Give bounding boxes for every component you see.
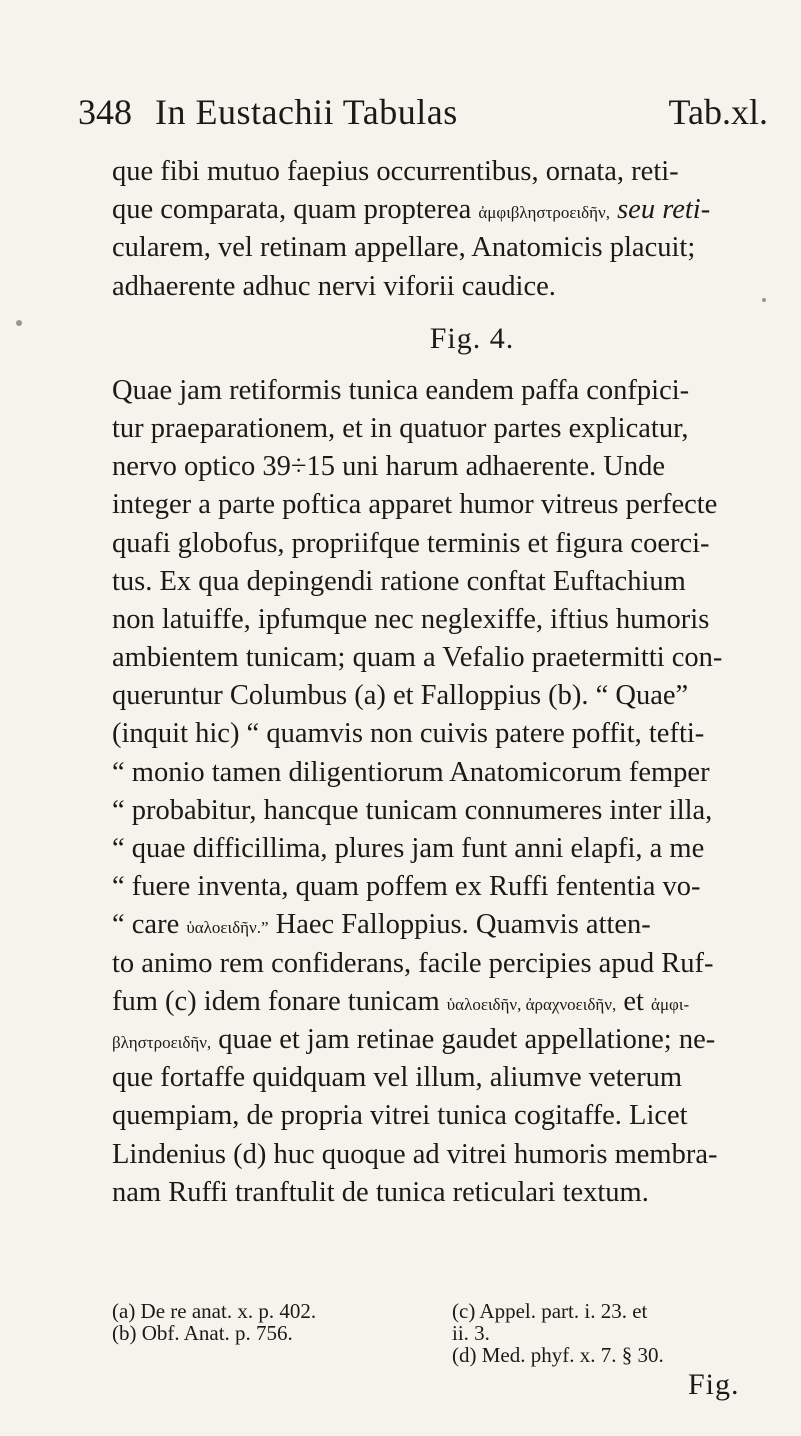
text-line: adhaerente adhuc nervi viforii caudice. <box>112 270 556 302</box>
running-header <box>78 90 768 134</box>
text-line: “ probabitur, hancque tunicam connumeres inter illa, <box>112 794 713 826</box>
text-line: que fortaffe quidquam vel illum, aliumve veterum <box>112 1062 683 1094</box>
text-line: queruntur Columbus (a) et Falloppius (b). “ Quae” <box>112 680 689 712</box>
text-line: nervo optico 39÷15 uni harum adhaerente. Unde <box>112 451 666 483</box>
text-line: Lindenius (d) huc quoque ad vitrei humoris membra- <box>112 1138 718 1170</box>
text-line: βληστροειδῆν, quae et jam retinae gaudet appellatione; ne- <box>112 1023 716 1055</box>
text-line: fum (c) idem fonare tunicam ὑαλοειδῆν, ἀραχνοειδῆν, et ἀμφι- <box>112 985 690 1017</box>
plate-reference: Tab.xl. <box>668 92 768 132</box>
text-line: (inquit hic) “ quamvis non cuivis patere poffit, tefti- <box>112 718 705 750</box>
text-line: nam Ruffi tranftulit de tunica reticulari textum. <box>112 1176 649 1208</box>
running-title: In Eustachii Tabulas <box>155 92 458 132</box>
text-line: que fibi mutuo faepius occurrentibus, ornata, reti- <box>112 156 679 187</box>
text-line: “ monio tamen diligentiorum Anatomicorum femper <box>112 756 710 788</box>
greek-term: ἀμφιβληστροειδῆν, <box>478 203 610 223</box>
footnotes-right <box>452 1300 664 1366</box>
footnote-c: (c) Appel. part. i. 23. et <box>452 1299 648 1323</box>
figure-heading: Fig. 4. <box>429 321 515 355</box>
text-line: quempiam, de propria vitrei tunica cogitaffe. Licet <box>112 1100 688 1132</box>
text-line: non latuiffe, ipfumque nec neglexiffe, iftius humoris <box>112 603 710 635</box>
footnote-a: (a) De re anat. x. p. 402. <box>112 1299 317 1323</box>
text-line: cularem, vel retinam appellare, Anatomicis placuit; <box>112 232 696 264</box>
greek-term: ἀμφι- <box>651 994 690 1014</box>
footnote-d: (d) Med. phyf. x. 7. § 30. <box>452 1343 664 1367</box>
text-line: “ fuere inventa, quam poffem ex Ruffi fententia vo- <box>112 871 701 903</box>
greek-term: βληστροειδῆν, <box>112 1032 212 1052</box>
text-line: tus. Ex qua depingendi ratione conftat Euftachium <box>112 565 686 597</box>
footnotes-left <box>112 1300 316 1344</box>
paper-spot <box>762 298 766 302</box>
text-line: ambientem tunicam; quam a Vefalio praetermitti con- <box>112 642 723 674</box>
greek-term: ὑαλοειδῆν, ἀραχνοειδῆν, <box>446 994 617 1014</box>
footnote-b: (b) Obf. Anat. p. 756. <box>112 1321 293 1345</box>
body-text <box>112 153 772 1212</box>
text-line: “ care ὑαλοειδῆν.” Haec Falloppius. Quamvis atten- <box>112 909 651 941</box>
text-line: Quae jam retiformis tunica eandem paffa confpici- <box>112 374 690 406</box>
catchword: Fig. <box>688 1368 740 1401</box>
greek-term: ὑαλοειδῆν.” <box>186 918 269 938</box>
text-line: quafi globofus, propriifque terminis et figura coerci- <box>112 527 710 559</box>
page-number: 348 <box>78 92 132 132</box>
text-line: “ quae difficillima, plures jam funt anni elapfi, a me <box>112 833 705 864</box>
text-line: integer a parte poftica apparet humor vitreus perfecte <box>112 489 718 521</box>
text-line: que comparata, quam propterea ἀμφιβληστροειδῆν, seu reti- <box>112 194 711 226</box>
footnote-c-cont: ii. 3. <box>452 1321 490 1345</box>
text-line: tur praeparationem, et in quatuor partes explicatur, <box>112 412 689 444</box>
paper-spot <box>16 320 22 326</box>
text-line: to animo rem confiderans, facile percipies apud Ruf- <box>112 947 714 979</box>
